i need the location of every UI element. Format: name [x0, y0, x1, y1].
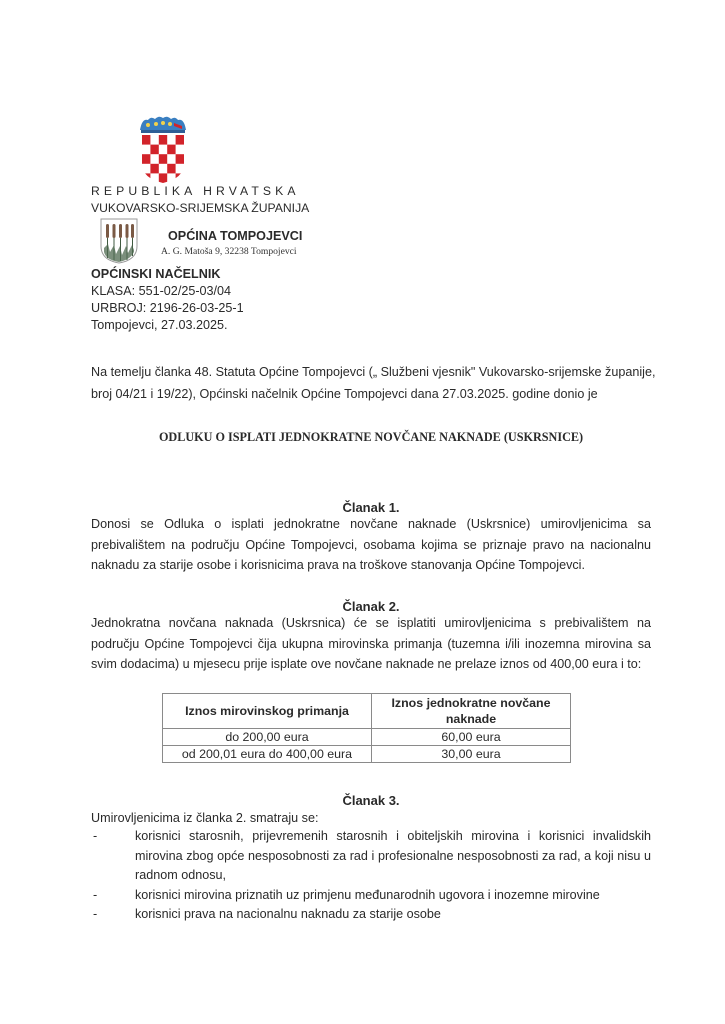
table-cell: 60,00 eura [372, 729, 571, 746]
county-name: VUKOVARSKO-SRIJEMSKA ŽUPANIJA [91, 201, 310, 215]
klasa-number: KLASA: 551-02/25-03/04 [91, 284, 232, 298]
country-name: REPUBLIKA HRVATSKA [91, 184, 300, 198]
preamble-line-2: broj 04/21 i 19/22), Općinski načelnik Općine Tompojevci dana 27.03.2025. godine donio je [91, 387, 598, 401]
article-2-heading: Članak 2. [342, 599, 400, 614]
bullet-dash: - [93, 907, 98, 921]
article-3-list [91, 827, 651, 925]
table-row [163, 729, 571, 746]
municipality-name: OPĆINA TOMPOJEVCI [168, 229, 303, 243]
article-2-text: Jednokratna novčana naknada (Uskrsnica) će se isplatiti umirovljenicima s prebivalištem na području Općine Tompojevci čija ukupna mirovinska primanja (tuzemna i/ili inozemna mirovina sa svim dodacima) u mjesecu prije isplate ove novčane naknade ne prelaze iznos od 400,00 eura i to: [91, 616, 651, 671]
list-item: - korisnici mirovina priznatih uz primjenu međunarodnih ugovora i inozemne mirovine [91, 886, 651, 906]
table-row [163, 746, 571, 763]
table-cell: do 200,00 eura [163, 729, 372, 746]
article-3-intro: Umirovljenicima iz članka 2. smatraju se: [91, 811, 319, 825]
article-1-heading: Članak 1. [342, 500, 400, 515]
amounts-table [162, 693, 571, 763]
article-3-heading: Članak 3. [342, 793, 400, 808]
bullet-dash: - [93, 829, 98, 843]
decision-title: ODLUKU O ISPLATI JEDNOKRATNE NOVČANE NAKNADE (USKRSNICE) [158, 430, 584, 444]
table-cell: od 200,01 eura do 400,00 eura [163, 746, 372, 763]
list-item: - korisnici prava na nacionalnu naknadu za starije osobe [91, 905, 651, 925]
municipality-address: A. G. Matoša 9, 32238 Tompojevci [161, 246, 297, 257]
table-header-row [163, 694, 571, 729]
place-date: Tompojevci, 27.03.2025. [91, 318, 228, 332]
office-title: OPĆINSKI NAČELNIK [91, 267, 221, 281]
table-header-pension: Iznos mirovinskog primanja [163, 694, 372, 729]
table-header-amount: Iznos jednokratne novčane naknade [372, 694, 571, 729]
preamble [91, 361, 655, 405]
croatian-coat-of-arms-icon [138, 114, 188, 184]
table-cell: 30,00 eura [372, 746, 571, 763]
urbroj-number: URBROJ: 2196-26-03-25-1 [91, 301, 244, 315]
list-item: - korisnici starosnih, prijevremenih starosnih i obiteljskih mirovina i korisnici invalidskih mirovina zbog opće nesposobnosti za rad i profesionalne nesposobnosti za rad, a koji nisu u radnom odnosu, [93, 829, 651, 882]
bullet-dash: - [93, 887, 98, 902]
article-1-text: Donosi se Odluka o isplati jednokratne novčane naknade (Uskrsnice) umirovljenicima sa prebivalištem na području Općine Tompojevci, osobama kojima se priznaje pravo na nacionalnu naknadu za starije osobe i korisnicima prava na troškove stanovanja Općine Tompojevci. [91, 517, 651, 572]
preamble-line-1: Na temelju članka 48. Statuta Općine Tompojevci („ Službeni vjesnik" Vukovarsko-srijemske županije, [91, 365, 656, 379]
tompojevci-emblem-icon [100, 218, 138, 264]
